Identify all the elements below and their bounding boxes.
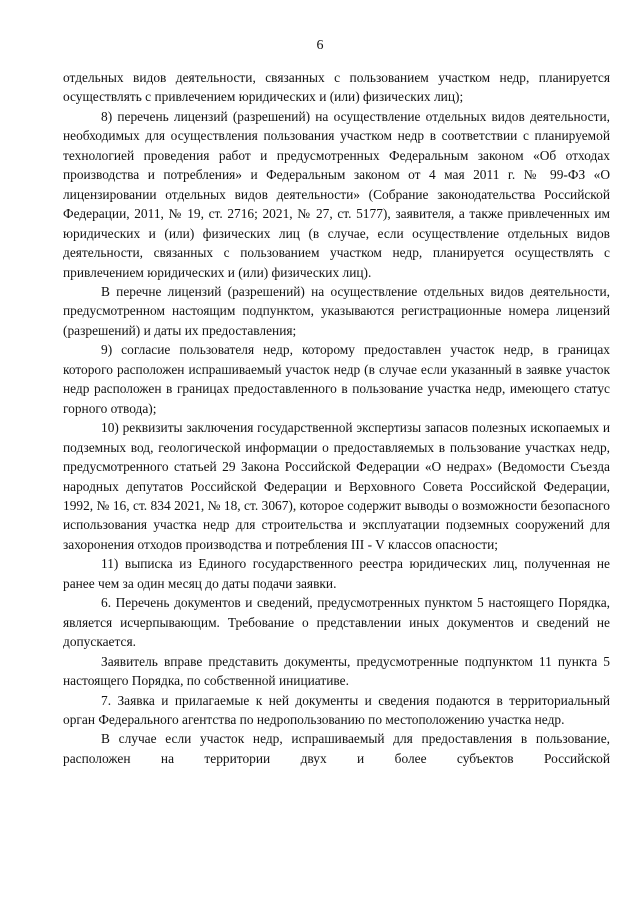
paragraph: 9) согласие пользователя недр, которому предоставлен участок недр, в границах которого расположен испрашиваемый участок недр (в случае если указанный в заявке участок недр расположен в границах предоставленного в пользование участка недр, имеющего статус горного отвода); bbox=[63, 342, 610, 416]
page-number: 6 bbox=[316, 38, 324, 53]
document-body bbox=[63, 68, 610, 768]
paragraph: отдельных видов деятельности, связанных с пользованием участком недр, планируется осуществлять с привлечением юридических и (или) физических лиц); bbox=[63, 70, 610, 105]
paragraph: 10) реквизиты заключения государственной экспертизы запасов полезных ископаемых и подземных вод, геологической информации о предоставляемых в пользование участках недр, предусмотренного статьей 29 Закона Российской Федерации «О недрах» (Ведомости Съезда народных депутатов Российской Федерации и Верховного Совета Российской Федерации, 1992, № 16, ст. 834 2021, № 18, ст. 3067), которое содержит выводы о возможности безопасного использования участка недр для строительства и эксплуатации подземных сооружений для захоронения отходов производства и потребления III - V классов опасности; bbox=[63, 420, 610, 552]
paragraph: В перечне лицензий (разрешений) на осуществление отдельных видов деятельности, предусмотренном настоящим подпунктом, указываются регистрационные номера лицензий (разрешений) и даты их предоставления; bbox=[63, 283, 610, 338]
paragraph: В случае если участок недр, испрашиваемый для предоставления в пользование, расположен на территории двух и более субъектов Российской bbox=[63, 731, 610, 766]
paragraph: 6. Перечень документов и сведений, предусмотренных пунктом 5 настоящего Порядка, является исчерпывающим. Требование о представлении иных документов и сведений не допускается. bbox=[63, 595, 610, 650]
paragraph: 8) перечень лицензий (разрешений) на осуществление отдельных видов деятельности, необходимых для осуществления пользования участком недр в соответствии с планируемой технологией проведения работ и предусмотренных Федеральным законом «Об отходах производства и потребления» и Федеральным законом от 4 мая 2011 г. № 99-ФЗ «О лицензировании отдельных видов деятельности» (Собрание законодательства Российской Федерации, 2011, № 19, ст. 2716; 2021, № 27, ст. 5177), заявителя, а также привлеченных им юридических и (или) физических лиц (в случае, если осуществление отдельных видов деятельности, связанных с пользованием участком недр, планируется осуществлять с привлечением юридических и (или) физических лиц). bbox=[63, 108, 610, 280]
paragraph: 11) выписка из Единого государственного реестра юридических лиц, полученная не ранее чем за один месяц до даты подачи заявки. bbox=[63, 556, 610, 591]
paragraph: 7. Заявка и прилагаемые к ней документы и сведения подаются в территориальный орган Федерального агентства по недропользованию по местоположению участка недр. bbox=[63, 692, 610, 727]
paragraph: Заявитель вправе представить документы, предусмотренные подпунктом 11 пункта 5 настоящего Порядка, по собственной инициативе. bbox=[63, 653, 610, 689]
